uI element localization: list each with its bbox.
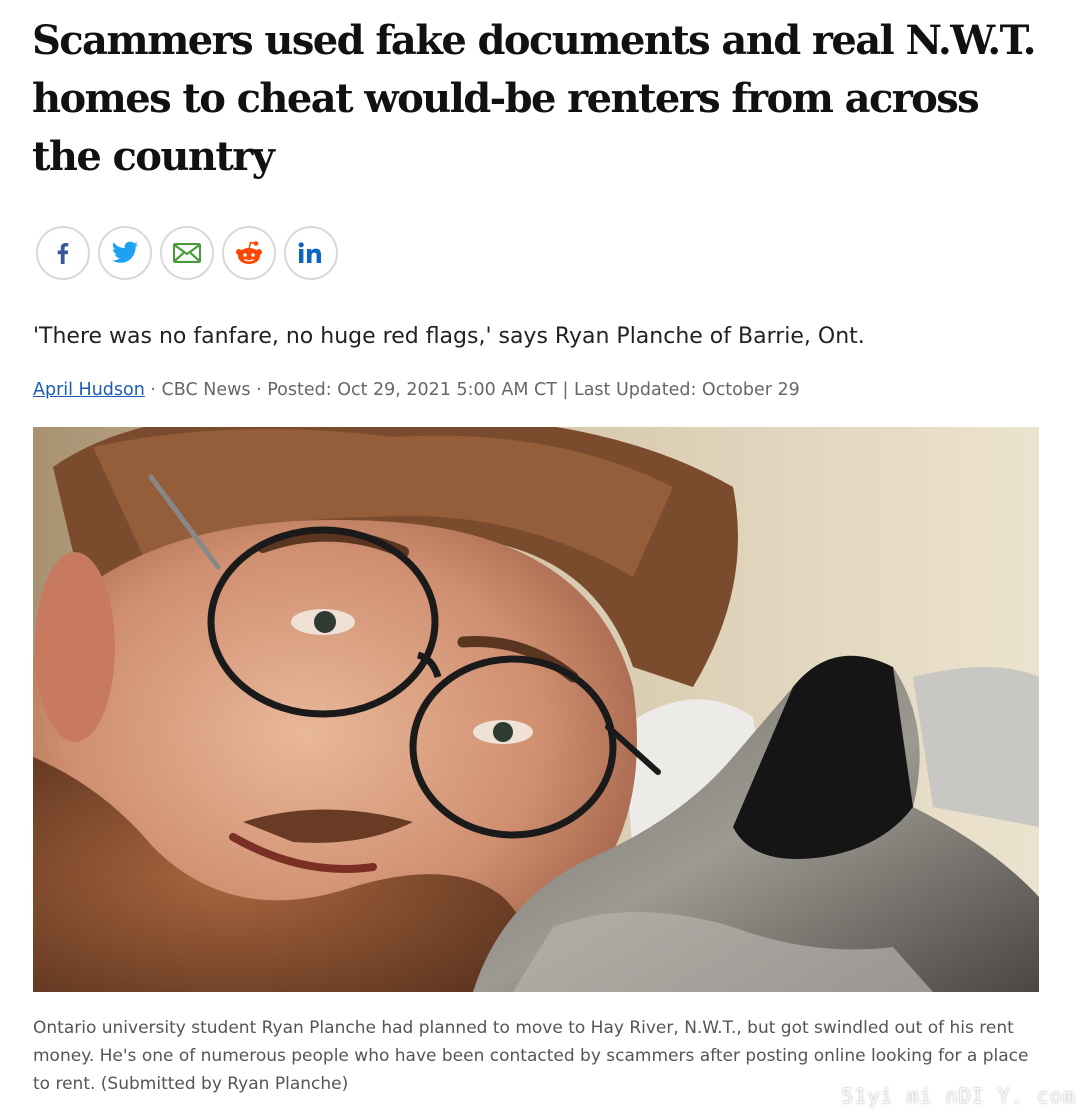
article-deck: 'There was no fanfare, no huge red flags,' says Ryan Planche of Barrie, Ont. — [33, 324, 865, 349]
reddit-icon — [234, 240, 264, 266]
byline-separator: · — [144, 380, 162, 400]
byline-separator: · — [250, 380, 268, 400]
twitter-icon — [111, 241, 139, 265]
author-link[interactable]: April Hudson — [33, 380, 145, 400]
updated-date: Last Updated: October 29 — [573, 380, 800, 400]
share-email-button[interactable] — [160, 226, 214, 280]
byline-separator: | — [556, 380, 574, 400]
share-reddit-button[interactable] — [222, 226, 276, 280]
facebook-icon — [50, 240, 76, 266]
share-twitter-button[interactable] — [98, 226, 152, 280]
share-facebook-button[interactable] — [36, 226, 90, 280]
photo-caption: Ontario university student Ryan Planche had planned to move to Hay River, N.W.T., but got swindled out of his rent money. He's one of numerous people who have been contacted by scammers after posting online looking for a place to rent. (Submitted by Ryan Planche) — [33, 1018, 1029, 1094]
article-headline: Scammers used fake documents and real N.W.T. homes to cheat would-be renters from across the country — [32, 17, 1035, 180]
linkedin-icon — [297, 241, 325, 265]
byline-outlet: CBC News — [161, 380, 251, 400]
share-linkedin-button[interactable] — [284, 226, 338, 280]
email-icon — [173, 243, 201, 263]
article-byline — [33, 376, 800, 404]
share-bar — [36, 226, 338, 280]
article-photo — [33, 427, 1039, 992]
posted-date: Posted: Oct 29, 2021 5:00 AM CT — [267, 380, 557, 400]
watermark: 51yi mi nDI Y. com — [841, 1084, 1076, 1108]
